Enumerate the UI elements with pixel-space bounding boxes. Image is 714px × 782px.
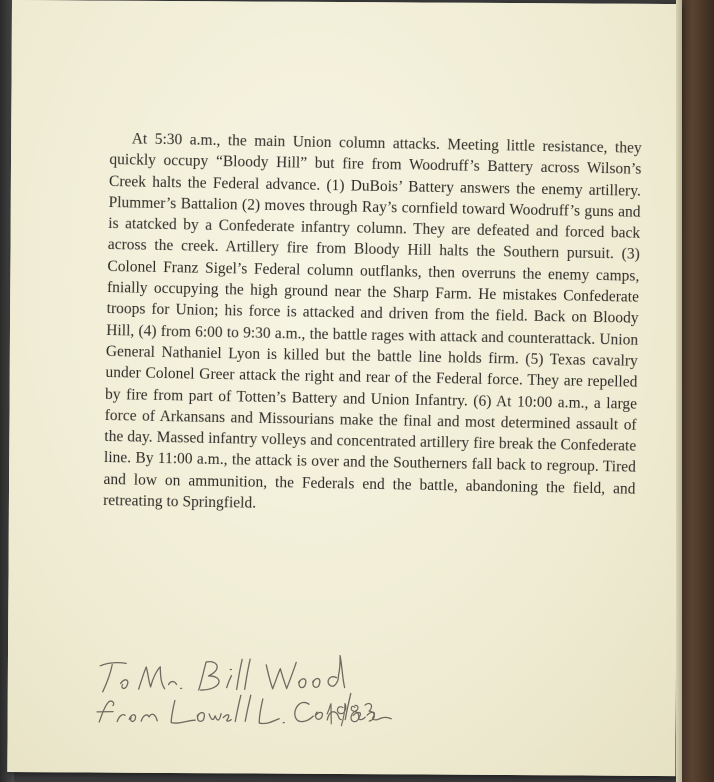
handwritten-inscription xyxy=(90,646,412,742)
background-right-wood xyxy=(678,0,714,782)
paper-edge xyxy=(676,0,682,782)
battle-description-paragraph: At 5:30 a.m., the main Union column attacks. Meeting little resistance, they quickly occupy “Bloody Hill” but fire from Woodruff’s Battery across Wilson’s Creek halts the Federal advance. (1) DuBois’ Battery answers the enemy artillery. Plummer’s Battalion (2) moves through Ray’s cornfield toward Woodruff’s guns and is atatcked by a Confederate infantry column. They are defeated and forced back across the creek. Artillery fire from Bloody Hill halts the Southern pursuit. (3) Colonel Franz Sigel’s Federal column outflanks, then overruns the enemy camps, fnially occupying the high ground near the Sharp Farm. He mistakes Confederate troops for Union; his force is attacked and driven from the field. Back on Bloody Hill, (4) from 6:00 to 9:30 a.m., the battle rages with attack and counterattack. Union General Nathaniel Lyon is killed but the battle line holds firm. (5) Texas cavalry under Colonel Greer attack the right and rear of the Federal force. They are repelled by fire from part of Totten’s Battery and Union Infantry. (6) At 10:00 a.m., a large force of Arkansans and Missourians make the final and most determined assault of the day. Massed infantry volleys and concentrated artillery fire break the Confederate line. By 11:00 a.m., the attack is over and the Southerners fall back to regroup. Tired and low on ammunition, the Federals end the battle, abandoning the field, and retreating to Springfield. xyxy=(103,130,642,512)
inscription-signature-image xyxy=(90,646,412,742)
